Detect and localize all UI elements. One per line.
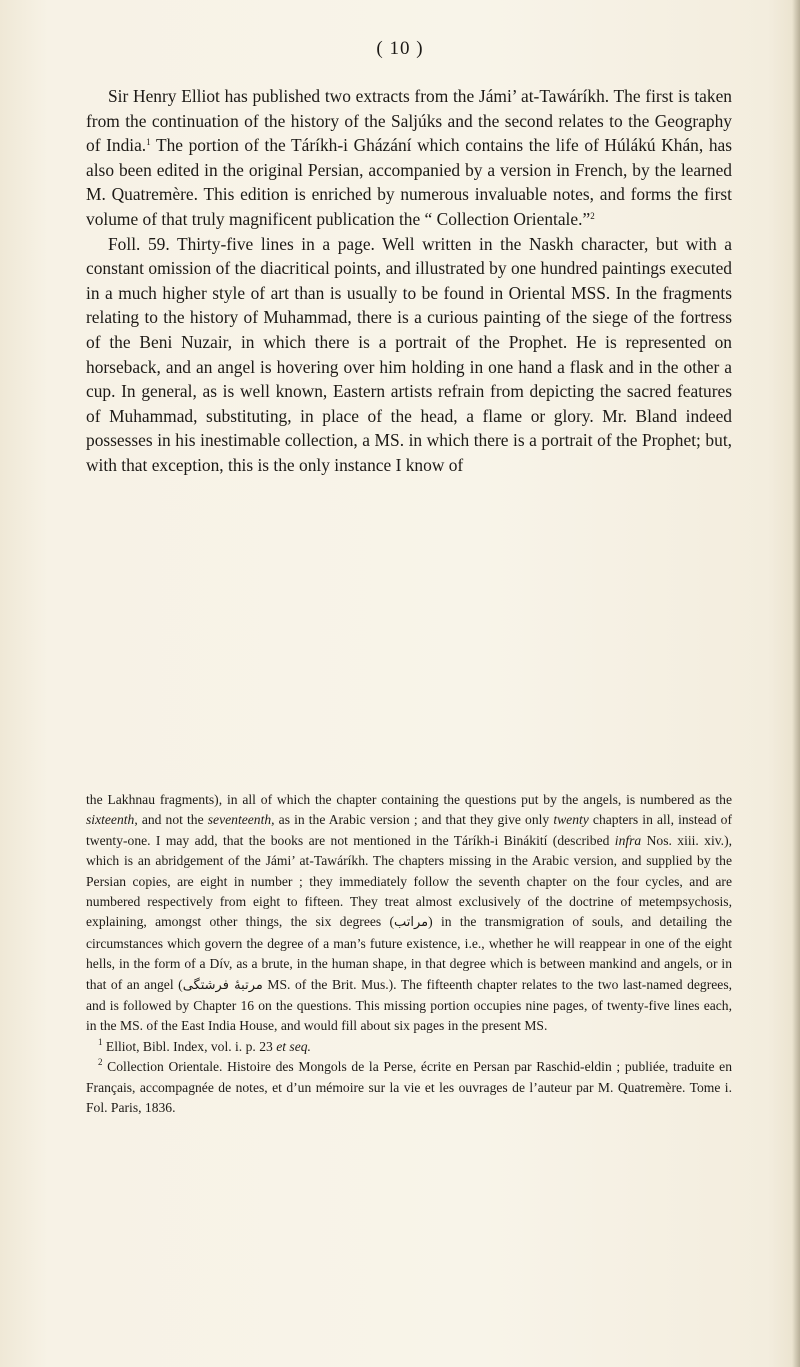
arabic-term-degrees: مراتب: [394, 915, 429, 931]
main-text: [86, 84, 732, 478]
footnote-ref-2[interactable]: 2: [590, 210, 595, 221]
page-edge-shadow: [792, 0, 800, 1367]
arabic-term-angel: مرتبهٔ فرشتگی: [182, 977, 263, 993]
footnotes-section: [86, 790, 732, 1119]
footnote-1: $^1$ Elliot, Bibl. Index, vol. i. p. 23 et seq.: [98, 1036, 311, 1054]
paragraph-1: Sir Henry Elliot has published two extracts from the Jámi’ at-Tawáríkh. The first is taken from the continuation of the history of the Saljúks and the second relates to the Geography of India.$^1$ The portion of the Táríkh-i Gházání which contains the life of Húlákú Khán, has also been edited in the original Persian, accompanied by a version in French, by the learned M. Quatremère. This edition is enriched by numerous invaluable notes, and forms the first volume of that truly magnificent publication the “ Collection Orientale.”$^2$: [86, 86, 732, 229]
continued-footnote: the Lakhnau fragments), in all of which the chapter containing the questions put by the angels, is numbered as the sixteenth, and not the seventeenth, as in the Arabic version ; and that they give only twenty chapters in all, instead of twenty-one. I may add, that the books are not mentioned in the Táríkh-i Binákití (described infra Nos. xiii. xiv.), which is an abridgement of the Jámi’ at-Tawáríkh. The chapters missing in the Arabic version, and supplied by the Persian copies, are eight in number ; they immediately follow the seventh chapter on the four cycles, and are numbered respectively from eight to fifteen. They treat almost exclusively of the doctrine of metempsychosis, explaining, amongst other things, the six degrees (مراتب) in the transmigration of souls, and detailing the circumstances which govern the degree of a man’s future existence, i.e., whether he will reappear in one of the eight hells, in the form of a Dív, as a brute, in the human shape, in that degree which is between mankind and angels, or in that of an angel (مرتبهٔ فرشتگی MS. of the Brit. Mus.). The fifteenth chapter relates to the two last-named degrees, and is followed by Chapter 16 on the questions. This missing portion occupies nine pages, of twenty-five lines each, in the MS. of the East India House, and would fill about six pages in the present MS.: [86, 792, 733, 1034]
page-number: ( 10 ): [376, 38, 424, 59]
footnote-ref-1[interactable]: 1: [146, 137, 151, 148]
paragraph-2: Foll. 59. Thirty-five lines in a page. Well written in the Naskh character, but with a constant omission of the diacritical points, and illustrated by one hundred paintings executed in a much higher style of art than is usually to be found in Oriental MSS. In the fragments relating to the history of Muhammad, there is a curious painting of the siege of the fortress of the Beni Nuzair, in which there is a portrait of the Prophet. He is represented on horseback, and an angel is hovering over him holding in one hand a flask and in the other a cup. In general, as is well known, Eastern artists refrain from depicting the sacred features of Muhammad, substituting, in place of the head, a flame or glory. Mr. Bland indeed possesses in his inestimable collection, a MS. in which there is a portrait of the Prophet; but, with that exception, this is the only instance I know of: [86, 233, 732, 475]
footnote-2: $^2$ Collection Orientale. Histoire des Mongols de la Perse, écrite en Persan par Raschid-eldin ; publiée, traduite en Français, accompagnée de notes, et d’un mémoire sur la vie et les ouvrages de l’auteur par M. Quatremère. Tome i. Fol. Paris, 1836.: [86, 1057, 732, 1116]
